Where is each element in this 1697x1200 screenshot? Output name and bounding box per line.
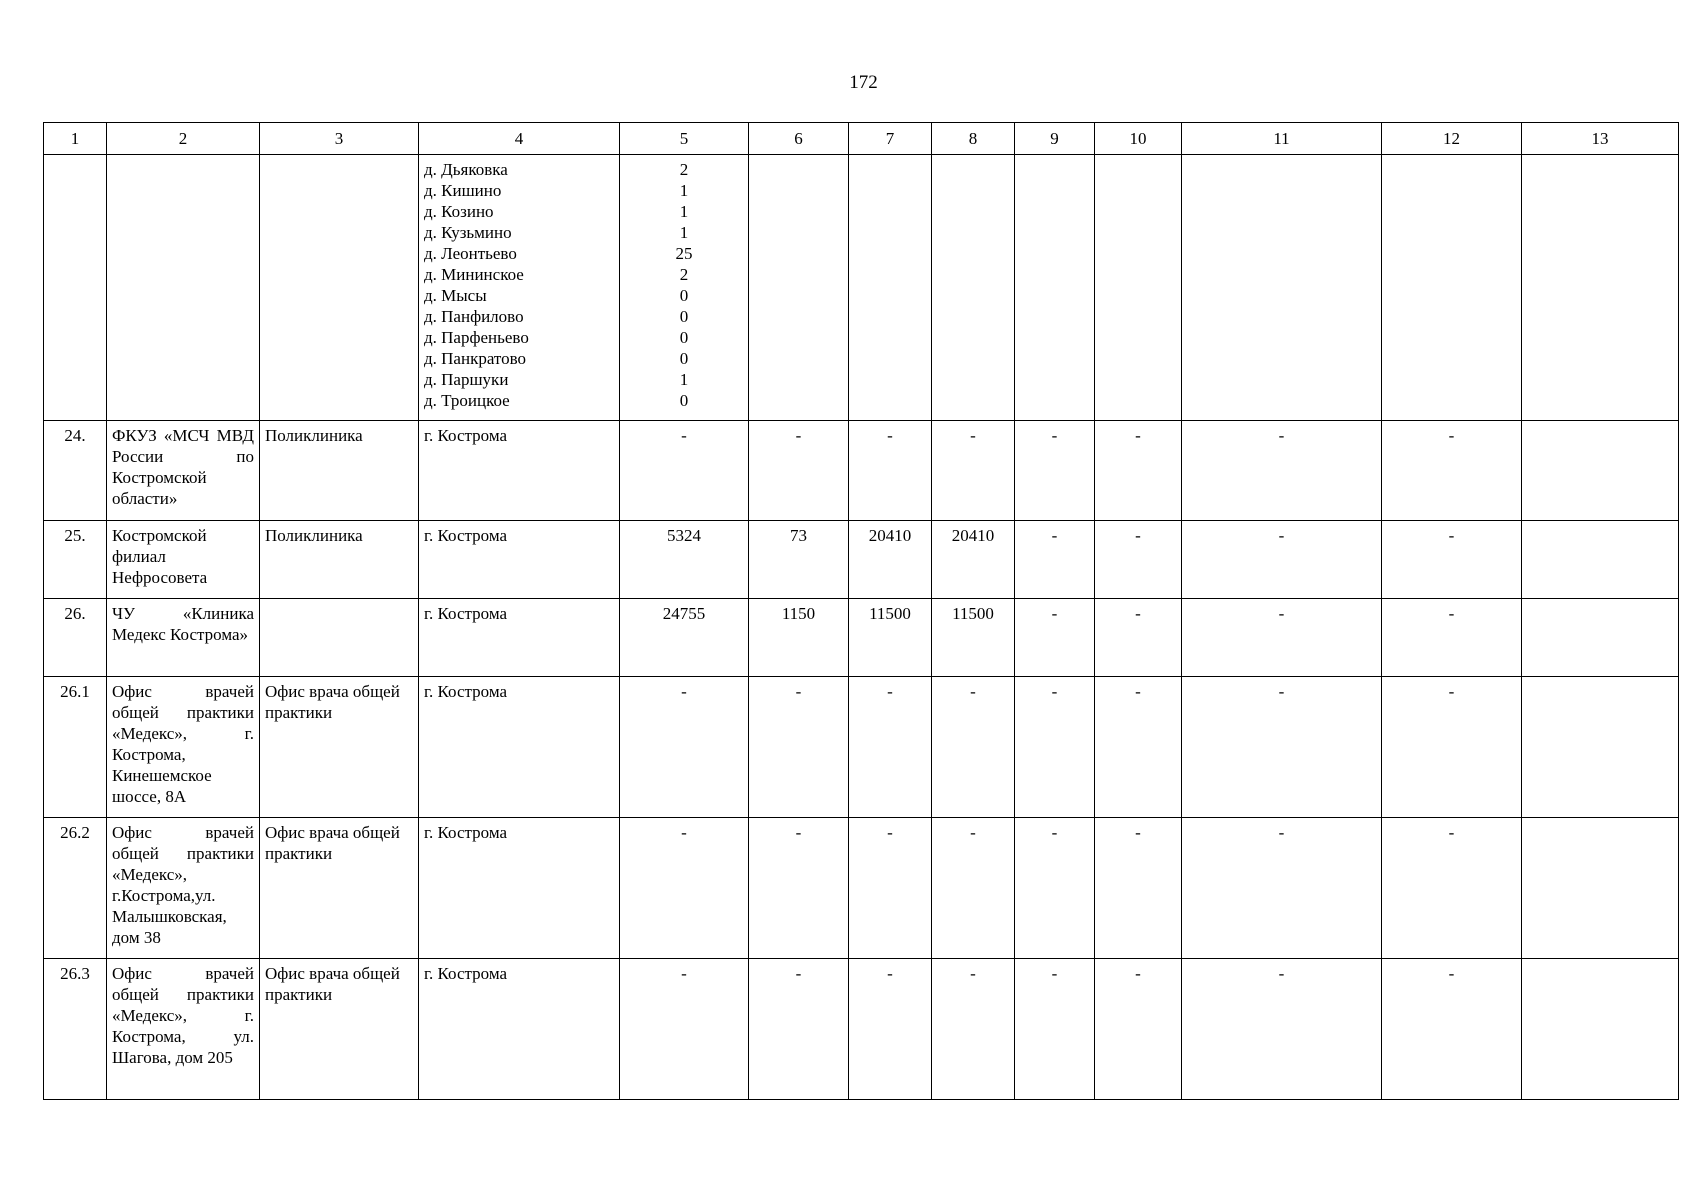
col-11-value: - bbox=[1182, 677, 1382, 818]
village-name: д. Мысы bbox=[424, 286, 487, 305]
village-name: д. Троицкое bbox=[424, 391, 510, 410]
village-count: 0 bbox=[679, 349, 689, 368]
col-13-value bbox=[1522, 818, 1679, 959]
location: г. Кострома bbox=[419, 421, 620, 521]
col-6-value: - bbox=[749, 677, 849, 818]
col-10-value: - bbox=[1095, 521, 1182, 599]
table-row bbox=[44, 818, 1679, 959]
column-header: 3 bbox=[260, 123, 419, 155]
col-13-value bbox=[1522, 959, 1679, 1100]
cell-empty bbox=[260, 155, 419, 421]
col-10-value: - bbox=[1095, 599, 1182, 677]
village-count: 1 bbox=[679, 223, 689, 242]
col-7-value: - bbox=[849, 677, 932, 818]
col-6-value: 73 bbox=[749, 521, 849, 599]
village-count: 2 bbox=[679, 265, 689, 284]
row-number: 26.3 bbox=[44, 959, 107, 1100]
table-row bbox=[44, 959, 1679, 1100]
village-name: д. Панфилово bbox=[424, 307, 524, 326]
col-10-value: - bbox=[1095, 959, 1182, 1100]
col-11-value: - bbox=[1182, 599, 1382, 677]
table-row bbox=[44, 521, 1679, 599]
organization-name: Офис врачей общей практики «Медекс», г. Кострома, ул. Шагова, дом 205 bbox=[107, 959, 260, 1100]
col-12-value: - bbox=[1382, 818, 1522, 959]
col-8-value: - bbox=[932, 818, 1015, 959]
col-13-value bbox=[1522, 421, 1679, 521]
organization-name: Офис врачей общей практики «Медекс», г. Кострома, Кинешемское шоссе, 8А bbox=[107, 677, 260, 818]
col-7-value: - bbox=[849, 959, 932, 1100]
col-12-value: - bbox=[1382, 959, 1522, 1100]
table-row-continuation bbox=[44, 155, 1679, 421]
village-list bbox=[419, 155, 620, 421]
col-12-value: - bbox=[1382, 421, 1522, 521]
village-count: 0 bbox=[679, 328, 689, 347]
organization-name: ЧУ «Клиника Медекс Кострома» bbox=[107, 599, 260, 677]
column-header: 7 bbox=[849, 123, 932, 155]
col-5-value: - bbox=[620, 818, 749, 959]
village-name: д. Леонтьево bbox=[424, 244, 517, 263]
col-5-value: 5324 bbox=[620, 521, 749, 599]
col-6-value: - bbox=[749, 959, 849, 1100]
location: г. Кострома bbox=[419, 599, 620, 677]
col-9-value: - bbox=[1015, 599, 1095, 677]
facility-type: Офис врача общей практики bbox=[260, 959, 419, 1100]
village-count-list bbox=[620, 155, 749, 421]
facility-type: Поликлиника bbox=[260, 421, 419, 521]
village-name: д. Панкратово bbox=[424, 349, 527, 368]
village-count: 1 bbox=[679, 181, 689, 200]
col-5-value: 24755 bbox=[620, 599, 749, 677]
cell-empty bbox=[1522, 155, 1679, 421]
village-count: 25 bbox=[675, 244, 693, 263]
village-name: д. Парфеньево bbox=[424, 328, 529, 347]
table-row bbox=[44, 599, 1679, 677]
col-13-value bbox=[1522, 521, 1679, 599]
village-count: 0 bbox=[679, 391, 689, 410]
col-7-value: - bbox=[849, 818, 932, 959]
column-header: 5 bbox=[620, 123, 749, 155]
village-count: 1 bbox=[679, 370, 689, 389]
village-name: д. Дьяковка bbox=[424, 160, 508, 179]
cell-empty bbox=[849, 155, 932, 421]
data-table bbox=[43, 122, 1679, 1100]
column-header: 6 bbox=[749, 123, 849, 155]
village-name: д. Мининское bbox=[424, 265, 524, 284]
col-10-value: - bbox=[1095, 818, 1182, 959]
col-6-value: - bbox=[749, 421, 849, 521]
village-count: 2 bbox=[679, 160, 689, 179]
col-8-value: 11500 bbox=[932, 599, 1015, 677]
cell-empty bbox=[749, 155, 849, 421]
column-header: 11 bbox=[1182, 123, 1382, 155]
col-11-value: - bbox=[1182, 959, 1382, 1100]
col-12-value: - bbox=[1382, 521, 1522, 599]
col-9-value: - bbox=[1015, 959, 1095, 1100]
col-11-value: - bbox=[1182, 521, 1382, 599]
organization-name: Костромской филиал Нефросовета bbox=[107, 521, 260, 599]
cell-empty bbox=[1015, 155, 1095, 421]
row-number: 26.2 bbox=[44, 818, 107, 959]
column-header: 9 bbox=[1015, 123, 1095, 155]
col-9-value: - bbox=[1015, 521, 1095, 599]
col-9-value: - bbox=[1015, 421, 1095, 521]
village-name: д. Кузьмино bbox=[424, 223, 512, 242]
organization-name: Офис врачей общей практики «Медекс», г.Кострома,ул. Малышковская, дом 38 bbox=[107, 818, 260, 959]
village-name: д. Кишино bbox=[424, 181, 502, 200]
column-header: 8 bbox=[932, 123, 1015, 155]
column-header: 2 bbox=[107, 123, 260, 155]
location: г. Кострома bbox=[419, 818, 620, 959]
facility-type bbox=[260, 599, 419, 677]
row-number: 25. bbox=[44, 521, 107, 599]
facility-type: Офис врача общей практики bbox=[260, 818, 419, 959]
col-6-value: 1150 bbox=[749, 599, 849, 677]
row-number: 26.1 bbox=[44, 677, 107, 818]
column-header: 13 bbox=[1522, 123, 1679, 155]
column-header: 4 bbox=[419, 123, 620, 155]
col-5-value: - bbox=[620, 421, 749, 521]
column-header: 1 bbox=[44, 123, 107, 155]
column-header-row bbox=[44, 123, 1679, 155]
village-name: д. Козино bbox=[424, 202, 494, 221]
col-10-value: - bbox=[1095, 677, 1182, 818]
col-11-value: - bbox=[1182, 818, 1382, 959]
column-header: 12 bbox=[1382, 123, 1522, 155]
col-7-value: 20410 bbox=[849, 521, 932, 599]
page-number: 172 bbox=[849, 72, 878, 93]
col-7-value: - bbox=[849, 421, 932, 521]
table-row bbox=[44, 421, 1679, 521]
col-5-value: - bbox=[620, 677, 749, 818]
location: г. Кострома bbox=[419, 521, 620, 599]
location: г. Кострома bbox=[419, 959, 620, 1100]
table-row bbox=[44, 677, 1679, 818]
cell-empty bbox=[44, 155, 107, 421]
col-9-value: - bbox=[1015, 677, 1095, 818]
location: г. Кострома bbox=[419, 677, 620, 818]
col-12-value: - bbox=[1382, 677, 1522, 818]
organization-name: ФКУЗ «МСЧ МВД России по Костромской области» bbox=[107, 421, 260, 521]
cell-empty bbox=[932, 155, 1015, 421]
col-11-value: - bbox=[1182, 421, 1382, 521]
facility-type: Офис врача общей практики bbox=[260, 677, 419, 818]
cell-empty bbox=[1095, 155, 1182, 421]
cell-empty bbox=[107, 155, 260, 421]
col-9-value: - bbox=[1015, 818, 1095, 959]
col-5-value: - bbox=[620, 959, 749, 1100]
facility-type: Поликлиника bbox=[260, 521, 419, 599]
village-name: д. Паршуки bbox=[424, 370, 509, 389]
row-number: 24. bbox=[44, 421, 107, 521]
col-10-value: - bbox=[1095, 421, 1182, 521]
cell-empty bbox=[1382, 155, 1522, 421]
cell-empty bbox=[1182, 155, 1382, 421]
col-12-value: - bbox=[1382, 599, 1522, 677]
village-count: 1 bbox=[679, 202, 689, 221]
col-13-value bbox=[1522, 677, 1679, 818]
col-13-value bbox=[1522, 599, 1679, 677]
col-6-value: - bbox=[749, 818, 849, 959]
col-8-value: - bbox=[932, 959, 1015, 1100]
village-count: 0 bbox=[679, 307, 689, 326]
village-count: 0 bbox=[679, 286, 689, 305]
col-8-value: 20410 bbox=[932, 521, 1015, 599]
column-header: 10 bbox=[1095, 123, 1182, 155]
col-8-value: - bbox=[932, 421, 1015, 521]
col-7-value: 11500 bbox=[849, 599, 932, 677]
col-8-value: - bbox=[932, 677, 1015, 818]
row-number: 26. bbox=[44, 599, 107, 677]
